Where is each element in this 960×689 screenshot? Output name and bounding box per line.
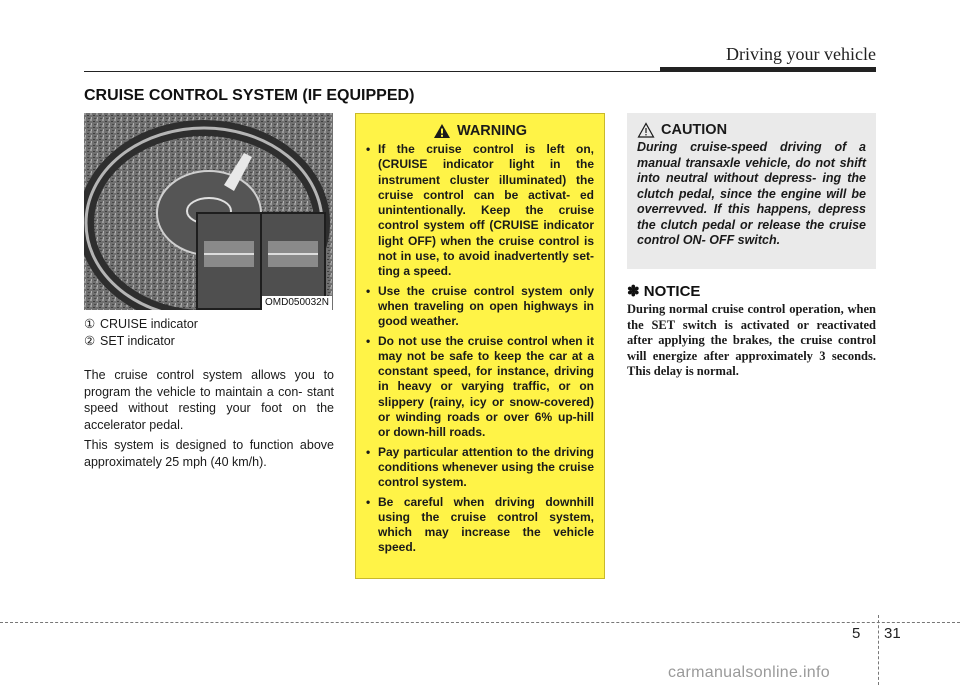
- figure-code: OMD050032N: [262, 296, 332, 310]
- warning-item: • Use the cruise control system only when traveling on open highways in good weather.: [366, 284, 594, 330]
- legend-label: CRUISE indicator: [100, 317, 198, 331]
- legend-number: ①: [84, 317, 96, 331]
- warning-label: WARNING: [456, 123, 528, 139]
- body-paragraph: The cruise control system allows you to program the vehicle to maintain a con- stant speed without resting your foot on the accelerator pedal.: [84, 368, 334, 432]
- warning-item: • If the cruise control is left on, (CRUISE indicator light in the instrument cluster illuminated) the cruise control can be activat- ed unintentionally. Keep the cruise control system off (CRUISE indicator light OFF) when the cruise control is not in use, to avoid inadvertently set- ting a speed.: [366, 142, 594, 280]
- header-title: Driving your vehicle: [726, 44, 876, 64]
- warning-triangle-icon: [433, 123, 451, 139]
- warning-list: [366, 142, 594, 556]
- watermark: carmanualsonline.info: [668, 664, 830, 681]
- caution-text: During cruise-speed driving of a manual transaxle vehicle, do not shift into neutral without depress- ing the clutch pedal, since the engine will be overrevved. If this happens, depress the clutch pedal or release the cruise control ON- OFF switch.: [637, 140, 866, 247]
- caution-box: [627, 113, 876, 269]
- section-title: CRUISE CONTROL SYSTEM (IF EQUIPPED): [84, 87, 415, 104]
- warning-item: • Do not use the cruise control when it may not be safe to keep the car at a constant speed, for instance, driving in heavy or varying traffic, or on slippery (rainy, icy or snow-covered) or winding roads or over 6% up-hill or down-hill roads.: [366, 334, 594, 441]
- caution-header: [637, 122, 866, 138]
- body-text: [84, 367, 334, 474]
- warning-item: • Pay particular attention to the driving conditions whenever using the cruise control system.: [366, 445, 594, 491]
- page-number: 31: [884, 625, 901, 642]
- dashboard-photo: [84, 113, 333, 310]
- legend-label: SET indicator: [100, 334, 175, 348]
- notice-title: ✽ NOTICE: [627, 283, 701, 300]
- legend-number: ②: [84, 334, 96, 348]
- steering-wheel-illustration: [84, 113, 333, 310]
- caution-label: CAUTION: [661, 122, 728, 138]
- footer-rule: [0, 622, 960, 623]
- footer-divider: [878, 615, 879, 685]
- body-paragraph: This system is designed to function above approximately 25 mph (40 km/h).: [84, 438, 334, 469]
- chapter-number: 5: [852, 625, 861, 642]
- notice-text: During normal cruise control operation, when the SET switch is activated or reactivated after applying the brakes, the cruise control will energize after approximately 3 seconds. This delay is normal.: [627, 302, 876, 378]
- legend-item: [84, 333, 334, 350]
- header-rule-thin: [84, 71, 660, 72]
- warning-item: • Be careful when driving downhill using the cruise control system, which may increase the vehicle speed.: [366, 495, 594, 556]
- legend-item: [84, 316, 334, 333]
- figure-legend: [84, 316, 334, 350]
- header-rule-thick: [660, 67, 876, 72]
- caution-triangle-icon: [637, 122, 655, 138]
- warning-box: [355, 113, 605, 579]
- warning-header: [366, 123, 594, 139]
